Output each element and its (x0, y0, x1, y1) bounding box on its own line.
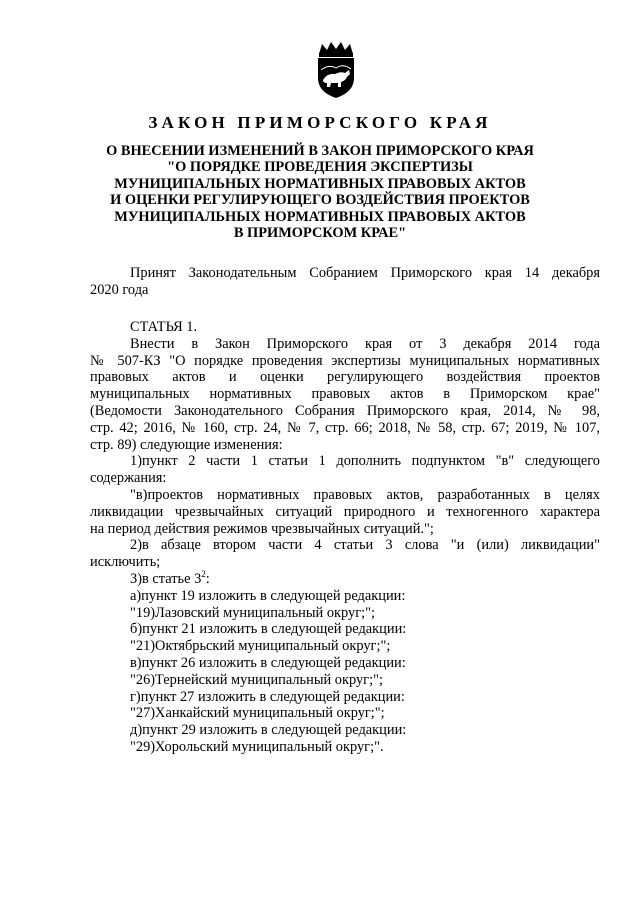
subject-line: О ВНЕСЕНИИ ИЗМЕНЕНИЙ В ЗАКОН ПРИМОРСКОГО КРАЯ (106, 143, 534, 159)
item-3-suffix: : (205, 570, 210, 587)
sub-item: "21)Октябрьский муниципальный округ;"; (130, 638, 391, 655)
item-3-heading (90, 571, 600, 588)
item-1-quote-line: "в)проектов нормативных правовых актов, разработанных в целях (130, 486, 600, 503)
article-intro-line: стр. 89) следующие изменения: (90, 436, 283, 453)
coat-of-arms-icon (311, 40, 361, 100)
article-intro-line: стр. 42; 2016, № 160, стр. 24, № 7, стр. 66; 2018, № 58, стр. 67; 2019, № 107, (90, 419, 600, 436)
sub-item: г)пункт 27 изложить в следующей редакции: (130, 688, 405, 705)
item-1-line: 1)пункт 2 части 1 статьи 1 дополнить подпунктом "в" следующего (130, 453, 600, 470)
item-1-quote-line: на период действия режимов чрезвычайных ситуаций."; (90, 520, 434, 537)
adoption-line: Принят Законодательным Собранием Приморского края 14 декабря (130, 265, 600, 281)
article-intro-line: Внести в Закон Приморского края от 3 декабря 2014 года (130, 335, 600, 352)
subject-line: В ПРИМОРСКОМ КРАЕ" (233, 225, 407, 242)
article-heading: СТАТЬЯ 1. (130, 319, 198, 335)
sub-item: в)пункт 26 изложить в следующей редакции: (130, 654, 406, 671)
subject-line: "О ПОРЯДКЕ ПРОВЕДЕНИЯ ЭКСПЕРТИЗЫ (167, 159, 473, 176)
subject-line: МУНИЦИПАЛЬНЫХ НОРМАТИВНЫХ ПРАВОВЫХ АКТОВ (114, 175, 526, 192)
adoption-line: 2020 года (90, 281, 149, 298)
article-intro-line: № 507-КЗ "О порядке проведения экспертизы муниципальных нормативных (90, 352, 600, 369)
item-1-quote-line: ликвидации чрезвычайных ситуаций природного и техногенного характера (90, 503, 600, 520)
sub-item: "29)Хорольский муниципальный округ;". (130, 738, 384, 755)
item-2-line: исключить; (90, 554, 161, 571)
article-1 (90, 319, 600, 756)
item-1-line: содержания: (90, 470, 167, 487)
item-3-superscript: 2 (201, 569, 206, 580)
sub-item: "19)Лазовский муниципальный округ;"; (130, 604, 375, 621)
article-intro-line: (Ведомости Законодательного Собрания Приморского края, 2014, № 98, (90, 402, 600, 419)
sub-item: б)пункт 21 изложить в следующей редакции: (130, 621, 407, 638)
item-3-prefix: 3)в статье 3 (130, 570, 202, 587)
article-intro-line: правовых актов и оценки регулирующего воздействия проектов (90, 369, 600, 386)
law-title: ЗАКОН ПРИМОРСКОГО КРАЯ (148, 113, 492, 132)
subject-line: МУНИЦИПАЛЬНЫХ НОРМАТИВНЫХ ПРАВОВЫХ АКТОВ (114, 208, 526, 225)
item-2-line: 2)в абзаце втором части 4 статьи 3 слова "и (или) ликвидации" (130, 537, 600, 554)
sub-item: а)пункт 19 изложить в следующей редакции: (130, 587, 406, 604)
sub-item: д)пункт 29 изложить в следующей редакции: (130, 722, 407, 739)
sub-item: "26)Тернейский муниципальный округ;"; (130, 671, 383, 688)
subject-line: И ОЦЕНКИ РЕГУЛИРУЮЩЕГО ВОЗДЕЙСТВИЯ ПРОЕКТОВ (110, 192, 530, 209)
sub-item: "27)Ханкайский муниципальный округ;"; (130, 705, 385, 722)
adoption-statement (90, 265, 600, 299)
article-intro-line: муниципальных нормативных правовых актов в Приморском крае" (90, 386, 600, 403)
law-subject (100, 143, 540, 241)
